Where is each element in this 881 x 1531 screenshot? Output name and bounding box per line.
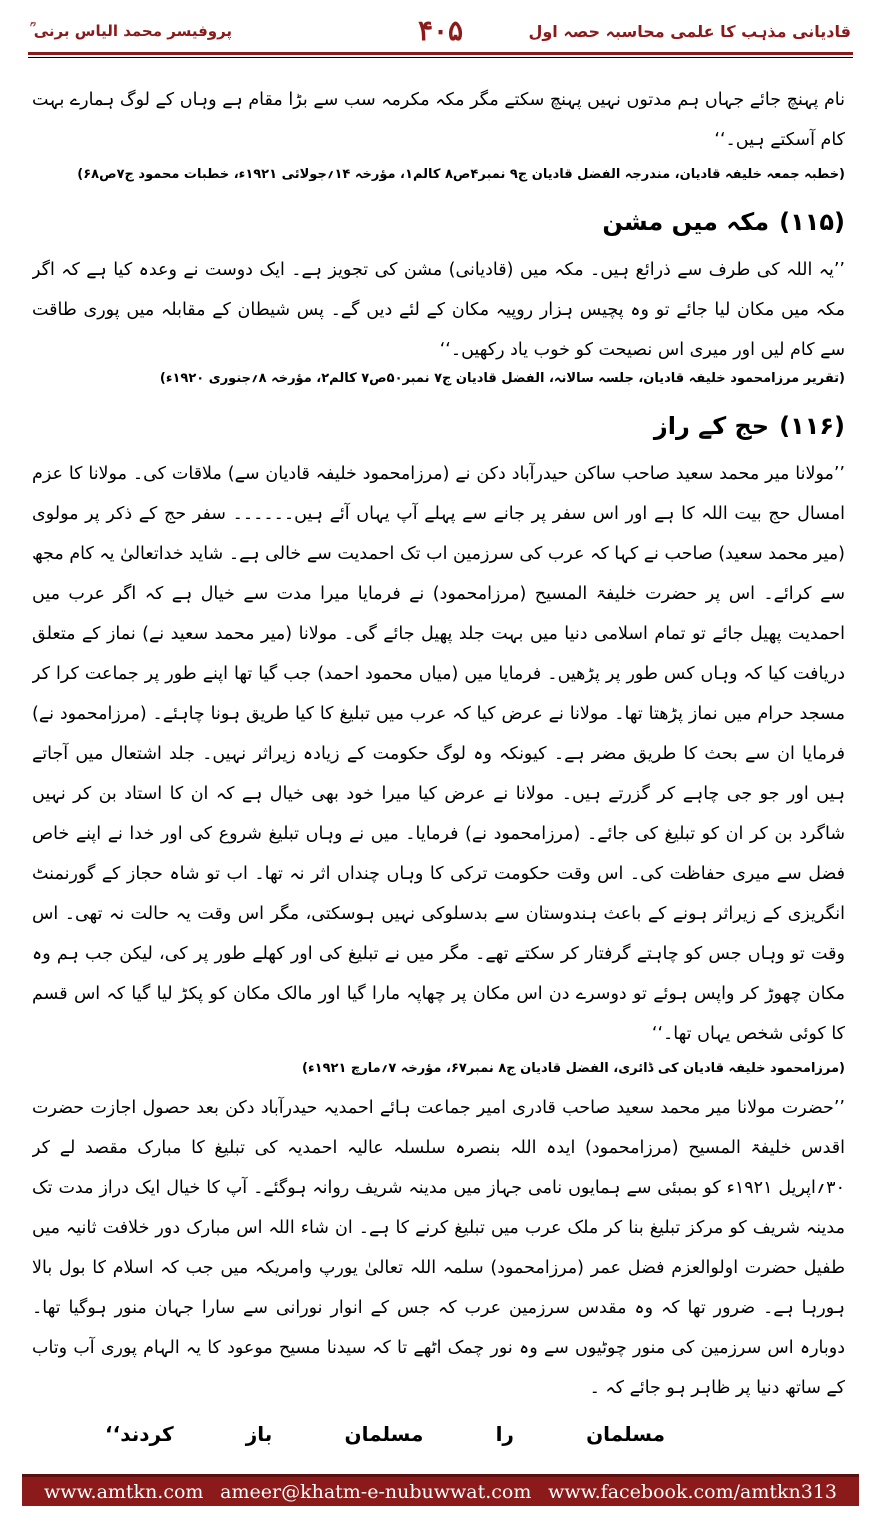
section-116-heading	[32, 398, 845, 454]
section-116-paragraph-2: ’’حضرت مولانا میر محمد سعید صاحب قادری امیر جماعت ہائے احمدیہ حیدرآباد دکن بعد حصول اجازت حضرت اقدس خلیفۃ المسیح (مرزامحمود) ایدہ اللہ بنصرہ سلسلہ عالیہ احمدیہ کی تبلیغ کا مبارک مقصد لے کر ۳۰؍اپریل ۱۹۲۱ء کو بمبئی سے ہمایوں نامی جہاز میں مدینہ شریف روانہ ہوگئے۔ آپ کا خیال ایک دراز مدت تک مدینہ شریف کو مرکز تبلیغ بنا کر ملک عرب میں تبلیغ کرنے کا ہے۔ ان شاء اللہ اس مبارک دور خلافت ثانیہ میں طفیل حضرت اولوالعزم فضل عمر (مرزامحمود) سلمہ اللہ تعالیٰ یورپ وامریکہ میں جب کہ اسلام کا بول بالا ہورہا ہے۔ ضرور تھا کہ وہ مقدس سرزمین عرب کہ جس کے انوار نورانی سے سارا جہان منور ہوگیا تھا۔ دوبارہ اس سرزمین کی منور چوٹیوں سے وہ نور چمک اٹھے تا کہ سیدنا مسیح موعود کا یہ الہام پوری آب وتاب کے ساتھ دنیا پر ظاہر ہو جائے کہ ۔	[32, 1098, 845, 1398]
section-116-reference: (مرزامحمود خلیفہ قادیان کی ڈائری، الفضل قادیان ج۸ نمبر۶۷، مؤرخہ ۷؍مارچ ۱۹۲۱ء)	[302, 1061, 845, 1076]
header-divider-thin	[28, 57, 853, 58]
author-name: پروفیسر محمد الیاس برنی ؒ	[30, 22, 233, 40]
section-115-paragraph: ’’یہ اللہ کی طرف سے ذرائع ہیں۔ مکہ میں (قادیانی) مشن کی تجویز ہے۔ ایک دوست نے وعدہ کیا ہے کہ اگر مکہ میں مکان لیا جائے تو وہ پچیس ہزار روپیہ مکان کے لئے دیں گے۔ پس شیطان کے مقابلہ میں پوری طاقت سے کام لیں اور میری اس نصیحت کو خوب یاد رکھیں۔‘‘	[32, 260, 845, 360]
page-footer	[22, 1474, 859, 1506]
section-115-reference: (تقریر مرزامحمود خلیفہ قادیان، جلسہ سالانہ، الفضل قادیان ج۷ نمبر۵۰ص۷ کالم۲، مؤرخہ ۸؍جنوری ۱۹۲۰ء)	[159, 371, 845, 386]
verse-word: مسلمان	[344, 1422, 424, 1446]
page-number: ۴۰۵	[417, 14, 464, 47]
email-link[interactable]: ameer@khatm-e-nubuwwat.com	[220, 1480, 532, 1503]
section-115-title: مکہ میں مشن	[602, 208, 770, 236]
intro-reference: (خطبہ جمعہ خلیفہ قادیان، مندرجہ الفضل قادیان ج۹ نمبر۴ص۸ کالم۱، مؤرخہ ۱۴؍جولائی ۱۹۲۱ء، خطبات محمود ج۷ص۶۸)	[77, 167, 845, 182]
verse-word: کردند‘‘	[105, 1422, 174, 1446]
verse-word: مسلمان	[586, 1422, 665, 1446]
facebook-link[interactable]: www.facebook.com/amtkn313	[548, 1480, 837, 1503]
verse-word: باز	[245, 1422, 273, 1446]
verse-word: را	[495, 1422, 514, 1446]
intro-paragraph: نام پہنچ جائے جہاں ہم مدتوں نہیں پہنچ سکتے مگر مکہ مکرمہ سب سے بڑا مقام ہے وہاں کے لوگ ہمارے بہت کام آسکتے ہیں۔‘‘	[32, 90, 845, 150]
section-116-paragraph: ’’مولانا میر محمد سعید صاحب ساکن حیدرآباد دکن نے (مرزامحمود خلیفہ قادیان سے) ملاقات کی۔ مولانا کا عزم امسال حج بیت اللہ کا ہے اور اس سفر پر جانے سے پہلے آپ یہاں آئے ہیں۔۔۔۔۔۔ سفر حج کے ذکر پر مولوی (میر محمد سعید) صاحب نے کہا کہ عرب کی سرزمین اب تک احمدیت سے خالی ہے۔ شاید خداتعالیٰ یہ کام مجھ سے کرائے۔ اس پر حضرت خلیفۃ المسیح (مرزامحمود) نے فرمایا میرا مدت سے خیال ہے کہ اگر عرب میں احمدیت پھیل جائے تو تمام اسلامی دنیا میں بہت جلد پھیل جائے گی۔ مولانا (میر محمد سعید نے) نماز کے متعلق دریافت کیا کہ وہاں کس طور پر پڑھیں۔ فرمایا میں (میاں محمود احمد) جب گیا تھا اپنے طور پر جماعت کرا کر مسجد حرام میں نماز پڑھتا تھا۔ مولانا نے عرض کیا کہ عرب میں تبلیغ کا کیا طریق ہونا چاہئے۔ (مرزامحمود نے) فرمایا ان سے بحث کا طریق مضر ہے۔ کیونکہ وہ لوگ حکومت کے زیادہ زیراثر نہیں۔ جلد اشتعال میں آجاتے ہیں اور جو جی چاہے کر گزرتے ہیں۔ مولانا نے عرض کیا میرا خود بھی خیال ہے کہ ان کا استاد بن کر نہیں شاگرد بن کر ان کو تبلیغ کی جائے۔ (مرزامحمود نے) فرمایا۔ میں نے وہاں تبلیغ شروع کی اور خدا نے اپنے خاص فضل سے میری حفاظت کی۔ اس وقت حکومت ترکی کا وہاں چنداں اثر نہ تھا۔ اب تو شاہ حجاز کے گورنمنٹ انگریزی کے زیراثر ہونے کے باعث ہندوستان سے بدسلوکی نہیں ہوسکتی، مگر اس وقت یہ حالت نہ تھی۔ اس وقت تو وہاں جس کو چاہتے گرفتار کر سکتے تھے۔ مگر میں نے تبلیغ کی اور کھلے طور پر کی، لیکن جب ہم وہ مکان چھوڑ کر واپس ہوئے تو دوسرے دن اس مکان پر چھاپہ مارا گیا اور مالک مکان کو پکڑ لیا گیا کہ اس قسم کا کوئی شخص یہاں تھا۔‘‘	[32, 464, 845, 1044]
section-115-number: (۱۱۵)	[779, 208, 845, 236]
persian-verse	[105, 1414, 665, 1454]
section-115-heading	[32, 194, 845, 250]
website-link[interactable]: www.amtkn.com	[44, 1480, 204, 1503]
section-116-title: حج کے راز	[653, 412, 770, 440]
section-116-number: (۱۱۶)	[779, 412, 845, 440]
book-title: قادیانی مذہب کا علمی محاسبہ حصہ اول	[528, 22, 851, 41]
page-body	[32, 80, 845, 1460]
page-header	[30, 14, 851, 48]
header-divider	[28, 52, 853, 55]
